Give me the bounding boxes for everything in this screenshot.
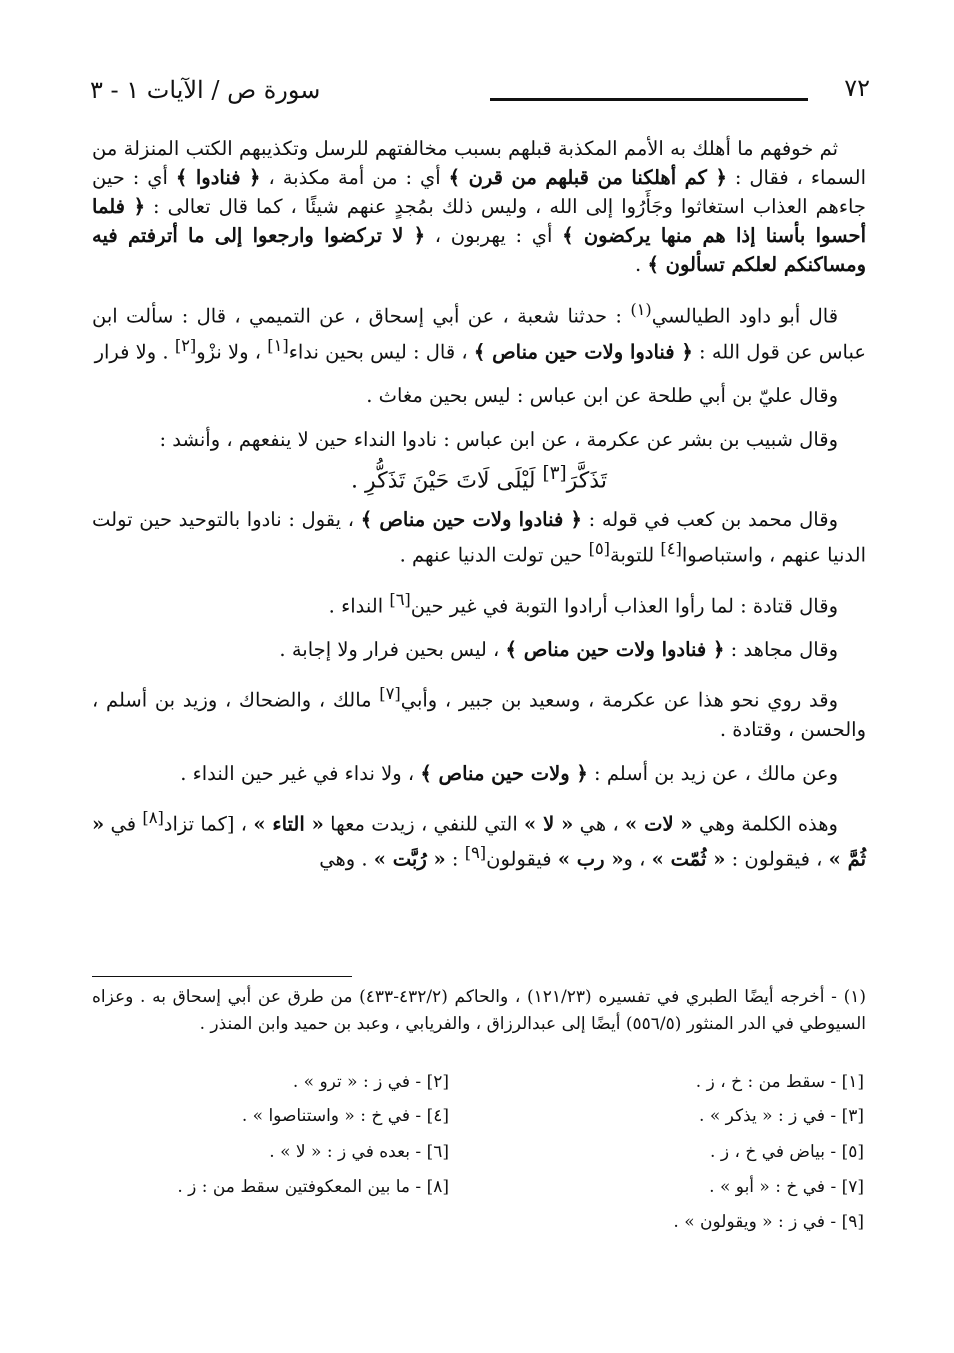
note-ref: [٧] [379,684,401,704]
note-ref: [٨] [142,807,164,827]
keyword: « لات » [625,812,693,836]
quran-quote: ﴿ فنادوا ولات حين مناص ﴾ [360,508,582,532]
quran-quote: ﴿ فنادوا ولات حين مناص ﴾ [505,638,725,662]
note-3: [٣] - في ز : « يذكر » . [699,1106,864,1126]
text: حين تولت الدنيا عنهم . [399,543,589,567]
quran-quote: ﴿ لا تركضوا وارجعوا إلى ما أترفتم فيه ومساكنكم لعلكم تسألون ﴾ [92,224,866,276]
paragraph-5 [92,505,866,570]
text: التي للنفي ، زيدت معها [323,812,525,836]
text: ، ولا نداء في غير حين النداء . [180,761,421,785]
text: : [445,847,465,871]
quran-quote: ﴿ فنادوا ولات حين مناص ﴾ [473,340,693,363]
keyword: « ثُمّت » [651,847,726,871]
text: ، فيقولون : [725,847,829,871]
text: النداء . [328,594,390,618]
text: ، هي [573,812,626,836]
quran-quote: ﴿ كم أهلكنا من قبلهم من قرن ﴾ [448,166,727,189]
text: ، [كما تزاد [163,812,254,836]
quran-quote: ﴿ فنادوا ﴾ [175,166,261,189]
paragraph-8 [92,679,866,744]
note-ref: [١] [267,335,289,355]
text: فيقولون [486,847,558,871]
text: أي : حين جاءهم العذاب استغاثوا وجَأَرُوا إلى الله ، وليس ذلك بمُجدٍ عنهم شيئًا ، كما قال تعالى : [92,166,866,218]
text: : حدثنا شعبة ، عن أبي إسحاق ، عن التميمي ، قال : سألت ابن عباس عن قول الله : [92,304,866,363]
footnote-ref: (١) [630,300,652,319]
note-ref: [٦] [389,589,411,609]
text: . وهي [319,847,374,871]
text: مالك ، والضحاك ، وزيد بن أسلم ، والحسن ، وقتادة . [92,688,866,741]
text: ثم خوفهم ما أهلك به الأمم المكذبة قبلهم بسبب مخالفتهم للرسل وتكذيبهم الكتب المنزلة من السماء ، فقال : [92,137,867,189]
note-6: [٦] - بعده في ز : « لا » . [269,1142,449,1162]
paragraph-7 [92,635,866,664]
quran-quote: ﴿ ولات حين مناص ﴾ [420,761,588,785]
note-ref: [٥] [588,539,610,559]
text: ، ولا نزْو [196,340,268,363]
text: وقال قتادة : لما رأوا العذاب أرادوا التوبة في غير حين [410,594,838,618]
note-5: [٥] - بياض في خ ، ز . [710,1142,864,1162]
keyword: « التاء » [253,812,324,836]
paragraph-9 [92,759,866,788]
page-number: ٧٢ [844,74,870,102]
note-ref: [٤] [660,539,682,559]
text: ، و [623,847,652,871]
text: وقال محمد بن كعب في قوله : [581,508,838,532]
text: أي : من أمة مكذبة ، [260,166,449,189]
text: أي : يهربون ، [425,224,563,247]
running-title: سورة ص / الآيات ١ - ٣ [90,76,321,104]
page-header [90,74,870,114]
keyword: « رُبَّت » [373,847,446,871]
paragraph-6 [92,585,866,621]
paragraph-4: وقال شبيب بن بشر عن عكرمة ، عن ابن عباس : نادوا النداء حين لا ينفعهم ، وأنشد : [159,428,838,451]
paragraph-3: وقال عليّ بن أبي طلحة عن ابن عباس : ليس بحين مغاث . [366,384,838,407]
header-rule [490,98,808,101]
text: . [635,253,648,276]
poetry-verse [92,463,866,493]
keyword: « لا » [524,812,574,836]
note-ref: [٩] [464,843,487,863]
quran-quote: ﴿ فلما أحسوا بأسنا إذا هم منها يركضون ﴾ [92,195,866,247]
text: وعن مالك ، عن زيد بن أسلم : [587,761,838,785]
text: وقد روي نحو هذا عن عكرمة ، وسعيد بن جبير ، وأبي [400,688,838,712]
note-ref: [٢] [174,335,197,355]
keyword: « رب » [557,847,624,871]
paragraph-2 [92,295,866,366]
main-text [92,134,866,889]
footnote-1: (١) - أخرجه أيضًا الطبري في تفسيره (١٢١/٢٣) ، والحاكم (٤٣٢/٢-٤٣٣) من طرق عن أبي إسحاق به . وعزاه السيوطي في الدر المنثور (٥٥٦/٥) أيضًا إلى عبدالرزاق ، والفريابي ، وعبد بن حميد وابن المنذر . [92,987,866,1034]
note-2: [٢] - في ز : « ترو » . [292,1072,449,1092]
note-7: [٧] - في خ : « أبو » . [709,1177,864,1197]
footnote-rule [92,976,352,977]
note-8: [٨] - ما بين المعكوفتين سقط من : ز . [177,1177,449,1197]
text: تَذَكَّرَ [566,468,607,494]
text: قال أبو داود الطيالسي [651,304,839,328]
paragraph-1 [92,134,866,279]
note-1: [١] - سقط من : خ ، ز . [695,1072,864,1092]
text: ، قال : ليس بحين نداء [288,340,474,363]
text: ، يقول : نادوا بالتوحيد حين تولت الدنيا عنهم ، واستباصوا [92,508,866,567]
paragraph-10 [92,803,866,874]
text: للتوبة [609,543,661,567]
note-4: [٤] - في خ : « واستناصوا » . [241,1106,449,1126]
text: ، ليس بحين فرار ولا إجابة . [279,638,506,662]
keyword: « ثُمَّ » [92,812,866,871]
text: وقال مجاهد : [724,638,838,662]
note-ref: [٣] [542,463,567,484]
text: لَيْلَى لَاتَ حَيْنَ تَذَكُّرِ . [351,468,543,494]
text: . ولا فرار [94,340,175,363]
text: وهذه الكلمة وهي [692,812,838,836]
note-9: [٩] - في ز : « ويقولون » . [673,1212,864,1232]
text: في [104,812,143,836]
